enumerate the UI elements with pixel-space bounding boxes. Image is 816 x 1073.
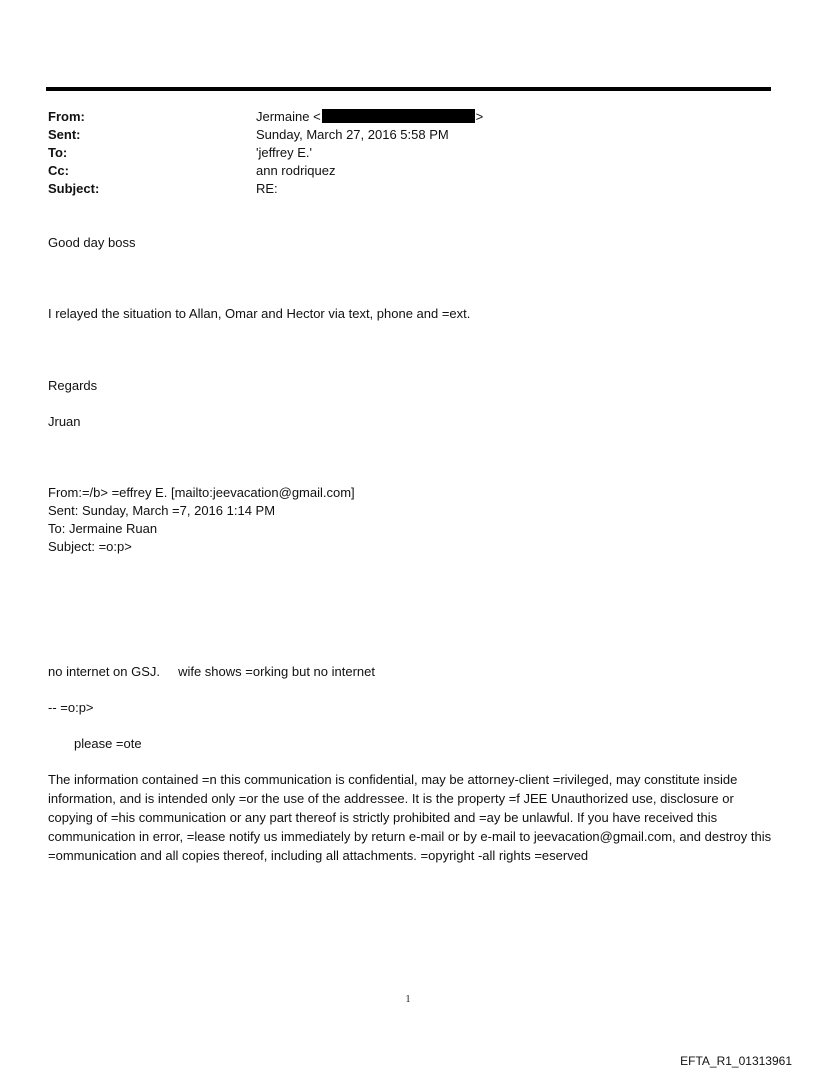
from-close: > (475, 109, 484, 124)
sent-value: Sunday, March 27, 2016 5:58 PM (256, 127, 449, 142)
redaction-block (322, 109, 475, 123)
to-label: To: (48, 145, 68, 160)
sent-label: Sent: (48, 127, 81, 142)
please-note: please =ote (74, 736, 142, 751)
from-name: Jermaine < (256, 109, 321, 124)
bates-number: EFTA_R1_01313961 (680, 1054, 792, 1068)
cc-value: ann rodriquez (256, 163, 336, 178)
confidentiality-disclaimer: The information contained =n this communication is confidential, may be attorney-client =rivileged, may constitute inside information, and is intended only =or the use of the addressee. It is the property =f JEE Unauthorized use, disclosure or copying of =his communication or any part thereof is strictly prohibited and =ay be unlawful. If you have received this communication in error, =lease notify us immediately by return e-mail or by e-mail to jeevacation@gmail.com, and destroy this =ommunication and all copies thereof, including all attachments. =opyright -all rights =eserved (48, 772, 772, 863)
to-value: 'jeffrey E.' (256, 145, 313, 160)
from-label: From: (48, 109, 85, 124)
quoted-sent: Sent: Sunday, March =7, 2016 1:14 PM (48, 503, 276, 518)
quoted-message: no internet on GSJ. wife shows =orking but no internet (48, 664, 375, 679)
regards: Regards (48, 378, 98, 393)
subject-label: Subject: (48, 181, 100, 196)
quoted-subject: Subject: =o:p> (48, 539, 132, 554)
subject-value: RE: (256, 181, 278, 196)
signature: Jruan (48, 414, 81, 429)
quoted-from: From:=/b> =effrey E. [mailto:jeevacation@gmail.com] (48, 485, 355, 500)
from-value (256, 108, 483, 126)
quoted-to: To: Jermaine Ruan (48, 521, 158, 536)
body-line: I relayed the situation to Allan, Omar and Hector via text, phone and =ext. (48, 306, 471, 321)
cc-label: Cc: (48, 163, 69, 178)
signature-separator: -- =o:p> (48, 700, 94, 715)
page-number: 1 (405, 994, 411, 1005)
header-rule (46, 87, 771, 91)
greeting: Good day boss (48, 235, 136, 250)
